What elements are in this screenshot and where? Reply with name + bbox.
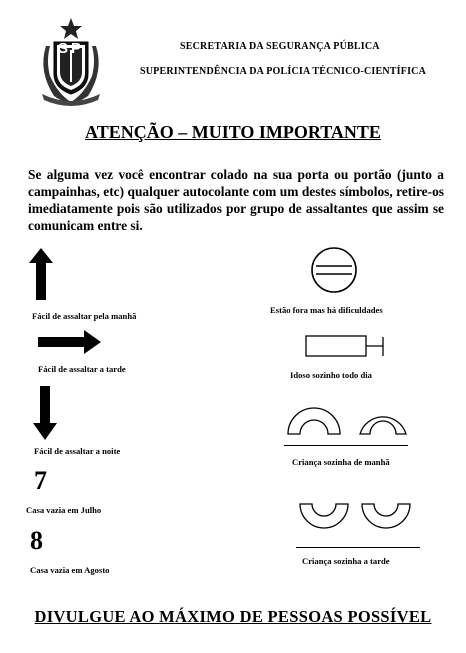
header-line-1: SECRETARIA DA SEGURANÇA PÚBLICA: [180, 41, 380, 52]
caption-august: Casa vazia em Agosto: [30, 565, 110, 575]
arches-up-icon: [284, 404, 408, 438]
footer-banner: DIVULGUE AO MÁXIMO DE PESSOAS POSSÍVEL: [34, 607, 432, 626]
page-title: ATENÇÃO – MUITO IMPORTANTE: [85, 122, 381, 142]
arrow-right-icon: [38, 329, 102, 355]
caption-morning: Fácil de assaltar pela manhã: [32, 311, 137, 321]
caption-away-difficulty: Estão fora mas há dificuldades: [270, 305, 383, 315]
circle-bars-icon: [310, 246, 358, 294]
arrow-up-icon: [28, 248, 54, 300]
arrow-down-icon: [32, 386, 58, 440]
signature-line-afternoon: [296, 547, 420, 548]
signature-line-morning: [284, 445, 408, 446]
header-line-2: SUPERINTENDÊNCIA DA POLÍCIA TÉCNICO-CIENTÍFICA: [140, 66, 427, 77]
symbol-eight: 8: [30, 526, 43, 555]
rectangle-bar-icon: [305, 334, 387, 360]
caption-child-morning: Criança sozinha de manhã: [292, 457, 390, 467]
caption-child-afternoon: Criança sozinha a tarde: [302, 556, 390, 566]
caption-july: Casa vazia em Julho: [26, 505, 102, 515]
caption-night: Fácil de assaltar a noite: [34, 446, 121, 456]
state-seal-logo: [36, 16, 106, 106]
caption-elderly-alone: Idoso sozinho todo dia: [290, 370, 372, 380]
intro-paragraph: Se alguma vez você encontrar colado na sua porta ou portão (junto a campainhas, etc) qualquer autocolante com um destes símbolos, retire-os imediatamente pois são utilizados por grupo de assaltantes que assim se comunicam entre si.: [28, 167, 444, 233]
symbol-seven: 7: [34, 466, 47, 495]
caption-afternoon: Fácil de assaltar a tarde: [38, 364, 126, 374]
seal-letters: SP: [57, 40, 84, 57]
bowls-down-icon: [296, 500, 412, 534]
